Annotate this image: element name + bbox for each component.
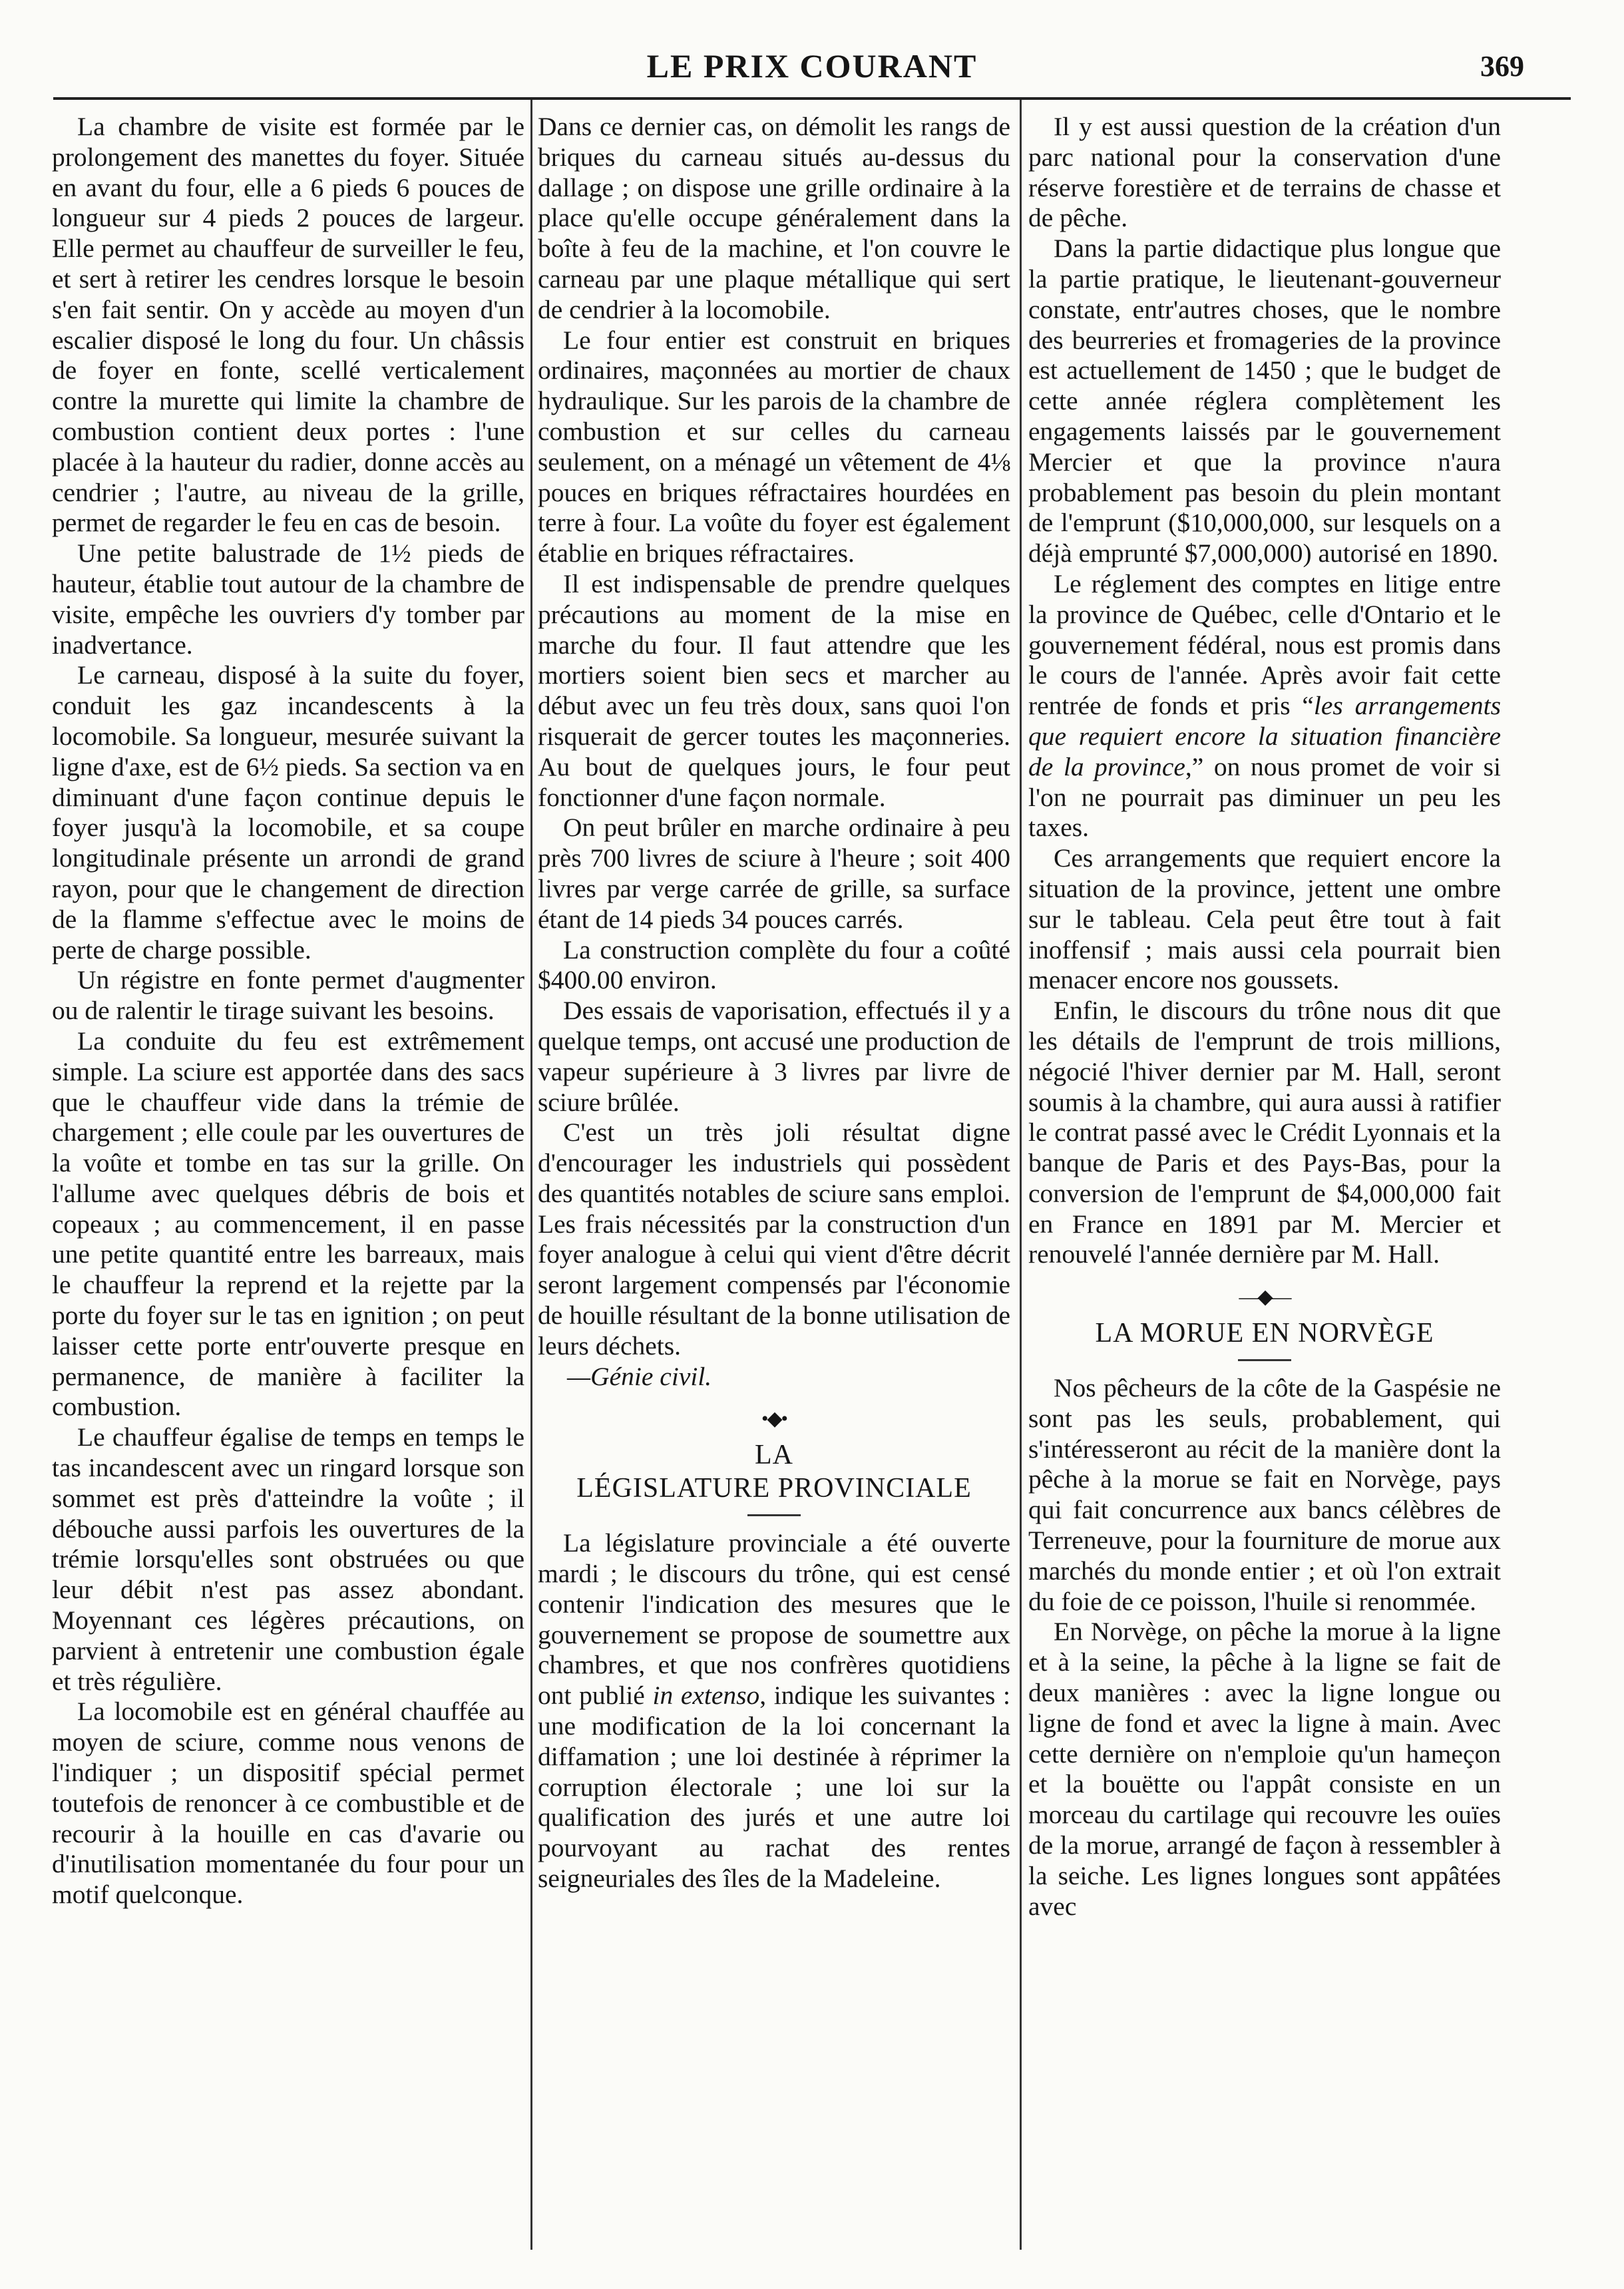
text-run: La législature provinciale a été ouverte mardi ; le discours du trône, qui est censé contenir l'indication des mesures que le gouvernement se propose de soumettre aux chambres, et que nos confrères quotidiens ont publié [538,1528,1010,1711]
paragraph: Il y est aussi question de la création d'un parc national pour la conservation d'une réserve forestière et de terrains de chasse et de pêche. [1028,112,1501,233]
paragraph: La locomobile est en général chauffée au moyen de sciure, comme nous venons de l'indiquer ; un dispositif spécial permet toutefois de renoncer à ce combustible et de recourir à la houille en cas d'avarie ou d'inutilisation momentanée du four pour un motif quelconque. [52,1697,524,1910]
paragraph: Il est indispensable de prendre quelques précautions au moment de la mise en marche du four. Il faut attendre que les mortiers soient bien secs et marcher au début avec un feu très doux, sans quoi l'on risquerait de gercer toutes les maçonneries. Au bout de quelques jours, le four peut fonctionner d'une façon normale. [538,568,1010,812]
header-rule [53,97,1571,100]
paragraph: Un régistre en fonte permet d'augmenter ou de ralentir le tirage suivant les besoins. [52,965,524,1026]
paragraph: Ces arrangements que requiert encore la situation de la province, jettent une ombre sur le tableau. Cela peut être tout à fait inoffensif ; mais aussi cela pourrait bien menacer encore nos goussets. [1028,843,1501,995]
paragraph: Des essais de vaporisation, effectués il y a quelque temps, ont accusé une production de vapeur supérieure à 3 livres par livre de sciure brûlée. [538,996,1010,1117]
paragraph: Le carneau, disposé à la suite du foyer, conduit les gaz incandescents à la locomobile. Sa longueur, mesurée suivant la ligne d'axe, est de 6½ pieds. Sa section va en diminuant d'une façon continue depuis le foyer jusqu'à la locomobile, et sa coupe longitudinale présente un arrondi de grand rayon, pour que le changement de direction de la flamme s'effectue avec le moins de perte de charge possible. [52,660,524,964]
section-ornament: •◆• [761,1408,787,1430]
masthead-title: LE PRIX COURANT [646,47,978,85]
paragraph: Dans la partie didactique plus longue que la partie pratique, le lieutenant-gouverneur constate, entr'autres choses, que le nombre des beurreries et fromageries de la province est actuellement de 1450 ; que le budget de cette année réglera complètement les engagements laissés par le gouvernement Mercier et que la province n'aura probablement pas besoin du plein montant de l'emprunt ($10,000,000, sur lesquels on a déjà emprunté $7,000,000) autorisé en 1890. [1028,234,1501,568]
column-divider [1020,100,1022,2250]
column-divider [530,100,532,2250]
column-3 [1028,112,1501,2262]
italic-text: les arrangements que requiert encore la situation financière de la province [1028,691,1501,781]
column-1 [52,112,524,2262]
paragraph: C'est un très joli résultat digne d'encourager les industriels qui possèdent des quantités notables de sciure sans emploi. Les frais nécessités par la construction d'un foyer analogue à celui qui vient d'être décrit seront largement compensés par l'économie de houille résultant de la bonne utilisation de leurs déchets. [538,1118,1010,1360]
paragraph: Enfin, le discours du trône nous dit que les détails de l'emprunt de trois millions, négocié l'hiver dernier par M. Hall, seront soumis à la chambre, qui aura aussi à ratifier le contrat passé avec le Crédit Lyonnais et la banque de Paris et des Pays-Bas, pour la conversion de l'emprunt de $4,000,000 fait en France en 1891 par M. Mercier et renouvelé l'année dernière par M. Hall. [1028,996,1501,1269]
paragraph: La chambre de visite est formée par le prolongement des manettes du foyer. Située en avant du four, elle a 6 pieds 6 pouces de longueur sur 4 pieds 2 pouces de largeur. Elle permet au chauffeur de surveiller le feu, et sert à retirer les cendres lorsque le besoin s'en fait sentir. On y accède au moyen d'un escalier disposé le long du four. Un châssis de foyer en fonte, scellé verticalement contre la murette qui limite la chambre de combustion contient deux portes : l'une placée à la hauteur du radier, donne accès au cendrier ; l'autre, au niveau de la grille, permet de regarder le feu en cas de besoin. [52,112,524,538]
text-run: Le réglement des comptes en litige entre la province de Québec, celle d'Ontario et le gouvernement fédéral, nous est promis dans le cours de l'année. Après avoir fait cette rentrée de fonds et pris “ [1028,568,1501,721]
paragraph: La construction complète du four a coûté $400.00 environ. [538,935,1010,995]
article-heading: LA MORUE EN NORVÈGE [1095,1318,1434,1349]
paragraph: La conduite du feu est extrêmement simple. La sciure est apportée dans des sacs que le chauffeur vide dans la trémie de chargement ; elle coule par les ouvertures de la voûte et tombe en tas sur la grille. On l'allume avec quelques débris de bois et copeaux ; au commencement, il en passe une petite quantité entre les barreaux, mais le chauffeur la reprend et la rejette par la porte du foyer sur le tas en ignition ; on peut laisser cette porte entr'ouverte presque en permanence, de manière à faciliter la combustion. [52,1026,524,1422]
section-ornament: —◆— [1239,1286,1291,1309]
page-header [53,41,1571,95]
paragraph: Une petite balustrade de 1½ pieds de hauteur, établie tout autour de la chambre de visite, empêche les ouvriers d'y tomber par inadvertance. [52,538,524,660]
text-run: ,” on nous promet de voir si l'on ne pourrait pas diminuer un peu les taxes. [1028,751,1501,843]
paragraph-continued: Dans ce dernier cas, on démolit les rangs de briques du carneau situés au-dessus du dallage ; on dispose une grille ordinaire à la place qu'elle occupe généralement dans la boîte à feu de la machine, et l'on couvre le carneau par une plaque métallique qui sert de cendrier à la locomobile. [538,112,1010,324]
heading-line: LÉGISLATURE PROVINCIALE [576,1473,972,1504]
italic-text: in extenso [652,1681,760,1711]
source-attribution: —Génie civil. [567,1361,712,1391]
paragraph: En Norvège, on pêche la morue à la ligne et à la seine, la pêche à la ligne se fait de deux manières : avec la ligne longue ou ligne de fond et avec la ligne à main. Avec cette dernière on n'emploie qu'un hameçon et la bouëtte ou l'appât consiste en un morceau du cartilage qui recouvre les ouïes de la morue, arrangé de façon à ressembler à la seiche. Les lignes longues sont appâtées avec [1028,1617,1501,1921]
heading-rule [747,1514,801,1516]
paragraph: Le chauffeur égalise de temps en temps le tas incandescent avec un ringard lorsque son sommet est près d'atteindre la voûte ; il débouche aussi parfois les ouvertures de la trémie lorsqu'elles sont obstruées ou que leur débit n'est pas assez abondant. Moyennant ces légères précautions, on parvient à entretenir une combustion égale et très régulière. [52,1422,524,1696]
paragraph: Nos pêcheurs de la côte de la Gaspésie ne sont pas les seuls, probablement, qui s'intéresseront au récit de la manière dont la pêche à la morue se fait en Norvège, pays qui fait concurrence aux bancs célèbres de Terreneuve, pour la fourniture de morue aux marchés du monde entier ; et où l'on extrait du foie de ce poisson, l'huile si renommée. [1028,1373,1501,1616]
heading-rule [1238,1359,1291,1361]
text-run: , indique les suivantes : une modification de la loi concernant la diffamation ; une loi destinée à réprimer la corruption électorale ; une loi sur la qualification des jurés et une autre loi pourvoyant au rachat des rentes seigneuriales des îles de la Madeleine. [538,1681,1010,1894]
column-2 [538,112,1010,2262]
article-heading [538,1438,1010,1505]
paragraph [1028,569,1501,843]
paragraph: On peut brûler en marche ordinaire à peu près 700 livres de sciure à l'heure ; soit 400 livres par verge carrée de grille, sa surface étant de 14 pieds 34 pouces carrés. [538,813,1010,934]
paragraph: Le four entier est construit en briques ordinaires, maçonnées au mortier de chaux hydraulique. Sur les parois de la chambre de combustion et sur celles du carneau seulement, on a ménagé un vêtement de 4⅛ pouces en briques réfractaires hourdées en terre à four. La voûte du foyer est également établie en briques réfractaires. [538,325,1010,568]
paragraph [538,1528,1010,1894]
heading-line: LA [755,1440,793,1471]
page-number: 369 [1480,50,1524,83]
